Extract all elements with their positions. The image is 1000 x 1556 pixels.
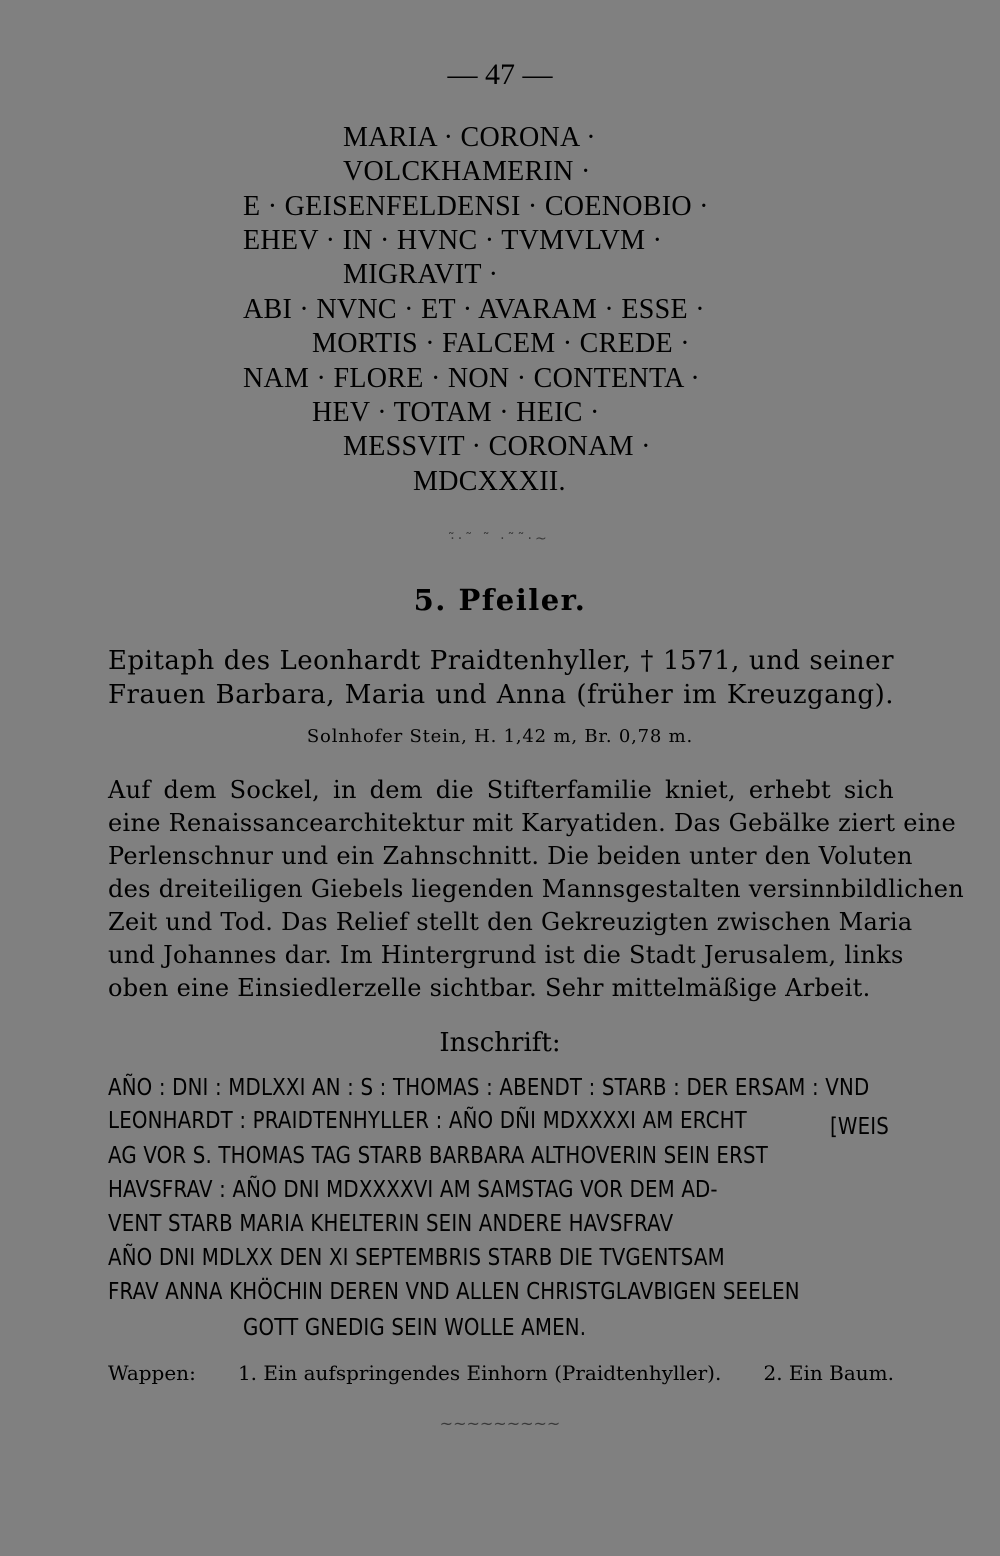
german-inscription-line-1: AÑO : DNI : MDLXXI AN : S : THOMAS : ABENDT : STARB : DER ERSAM : VND (108, 1075, 870, 1101)
inscription-line-6: ABI · NVNC · ET · AVARAM · ESSE · (243, 294, 705, 325)
section-heading: 5. Pfeiler. (413, 583, 587, 617)
body-line-2: eine Renaissancearchitektur mit Karyatiden. Das Gebälke ziert eine (108, 809, 956, 837)
german-inscription-line-2: LEONHARDT : PRAIDTENHYLLER : AÑO DÑI MDXXXXI AM ERCHT (108, 1108, 747, 1134)
subtitle-line-2: Frauen Barbara, Maria und Anna (früher im Kreuzgang). (108, 680, 894, 710)
german-inscription-line-8: GOTT GNEDIG SEIN WOLLE AMEN. (243, 1315, 587, 1341)
body-line-7: oben eine Einsiedlerzelle sichtbar. Sehr mittelmäßige Arbeit. (108, 974, 871, 1002)
german-inscription-line-4: HAVSFRAV : AÑO DNI MDXXXXVI AM SAMSTAG VOR DEM AD- (108, 1177, 718, 1203)
inscription-label: Inschrift: (439, 1028, 561, 1058)
german-inscription-line-3: AG VOR S. THOMAS TAG STARB BARBARA ALTHOVERIN SEIN ERST (108, 1143, 768, 1169)
body-line-6: und Johannes dar. Im Hintergrund ist die Stadt Jerusalem, links (108, 941, 904, 969)
body-line-3: Perlenschnur und ein Zahnschnitt. Die beiden unter den Voluten (108, 842, 913, 870)
inscription-line-2: VOLCKHAMERIN · (343, 156, 591, 187)
german-inscription-line-7: FRAV ANNA KHÖCHIN DEREN VND ALLEN CHRISTGLAVBIGEN SEELEN (108, 1279, 800, 1305)
coat-of-arms-note (108, 1363, 894, 1383)
inscription-line-9: HEV · TOTAM · HEIC · (312, 397, 600, 428)
body-line-4: des dreiteiligen Giebels liegenden Mannsgestalten versinnbildlichen (108, 875, 965, 903)
body-line-1: Auf dem Sockel, in dem die Stifterfamilie kniet, erhebt sich (108, 776, 894, 804)
inscription-line-5: MIGRAVIT · (343, 259, 499, 290)
material-dimensions: Solnhofer Stein, H. 1,42 m, Br. 0,78 m. (306, 726, 694, 747)
ornament-end: ~~~~~~~~~ (439, 1414, 561, 1433)
subtitle-line-1: Epitaph des Leonhardt Praidtenhyller, † 1571, und seiner (108, 646, 894, 676)
inscription-line-10: MESSVIT · CORONAM · (343, 431, 651, 462)
inscription-line-3: E · GEISENFELDENSI · COENOBIO · (243, 191, 709, 222)
wappen-item-2: 2. Ein Baum. (763, 1361, 894, 1385)
german-inscription-bracket-weis: [WEIS (830, 1114, 890, 1140)
page-number: — 47 — (447, 58, 553, 91)
body-line-5: Zeit und Tod. Das Relief stellt den Gekreuzigten zwischen Maria (108, 908, 913, 936)
inscription-line-7: MORTIS · FALCEM · CREDE · (312, 328, 690, 359)
wappen-item-1: 1. Ein aufspringendes Einhorn (Praidtenhyller). (237, 1361, 722, 1385)
inscription-line-8: NAM · FLORE · NON · CONTENTA · (243, 363, 701, 394)
german-inscription-line-5: VENT STARB MARIA KHELTERIN SEIN ANDERE HAVSFRAV (108, 1211, 674, 1237)
inscription-line-1: MARIA · CORONA · (343, 122, 596, 153)
wappen-label: Wappen: (108, 1361, 196, 1385)
ornament-divider: ·̃·˜ ˜ ·˜˜·~ (450, 531, 550, 547)
inscription-line-11: MDCXXXII. (413, 466, 566, 497)
german-inscription-line-6: AÑO DNI MDLXX DEN XI SEPTEMBRIS STARB DIE TVGENTSAM (108, 1245, 725, 1271)
inscription-line-4: EHEV · IN · HVNC · TVMVLVM · (243, 225, 663, 256)
